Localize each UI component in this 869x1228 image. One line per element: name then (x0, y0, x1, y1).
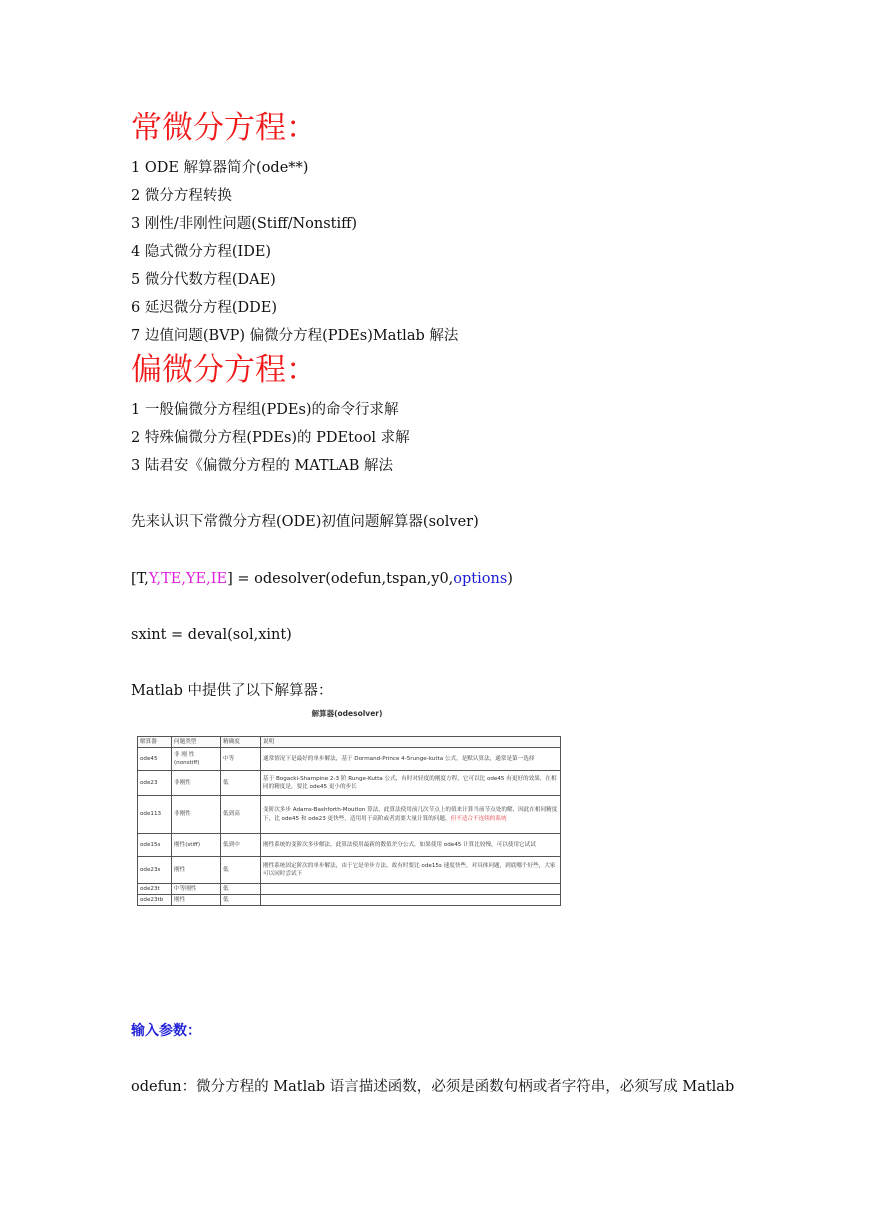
solver-table-image (133, 704, 561, 918)
cell-type: 刚性(stiff) (172, 834, 221, 857)
ode-item-5: 5 微分代数方程(DAE) (131, 272, 276, 288)
cell-desc: 通常情况下是最好的单步解法，基于 Dormand-Prince 4-5runge-kutta 公式，是默认算法，通常是第一选择 (261, 748, 561, 771)
header-desc: 说明 (261, 737, 561, 748)
ode-item-6: 6 延迟微分方程(DDE) (131, 300, 277, 316)
cell-desc: 刚性系统的变阶次多步解法，此算法使用最新的数值差分公式，如果使用 ode45 计算比较慢，可以使用它试试 (261, 834, 561, 857)
cell-solver: ode23s (138, 857, 172, 884)
cell-desc-warning: 但不适合不连续的系统 (450, 815, 507, 822)
cell-desc: 刚性系统固定阶次的单步解法，由于它是单步方法，故有时要比 ode15s 速度快些，对具体问题，到底哪个好些，大家可以同时尝试下 (261, 857, 561, 884)
table-row (138, 834, 561, 857)
cell-solver: ode113 (138, 796, 172, 834)
cell-accuracy: 低 (221, 771, 261, 796)
ode-heading: 常微分方程： (131, 110, 317, 146)
cell-type: 非 刚 性 (nonstiff) (172, 748, 221, 771)
ode-item-3: 3 刚性/非刚性问题(Stiff/Nonstiff) (131, 216, 358, 232)
pde-item-2: 2 特殊偏微分方程(PDEs)的 PDEtool 求解 (131, 430, 410, 446)
cell-accuracy: 低 (221, 884, 261, 895)
table-header-row (138, 737, 561, 748)
cell-accuracy: 中等 (221, 748, 261, 771)
intro-text: 先来认识下常微分方程(ODE)初值问题解算器(solver) (131, 514, 479, 530)
ode-item-1: 1 ODE 解算器简介(ode**) (131, 160, 309, 176)
header-type: 问题类型 (172, 737, 221, 748)
header-solver: 解算器 (138, 737, 172, 748)
cell-accuracy: 低 (221, 857, 261, 884)
table-caption: 解算器(odesolver) (311, 709, 383, 718)
solver-table (137, 736, 561, 906)
cell-solver: ode23 (138, 771, 172, 796)
cell-type: 刚性 (172, 857, 221, 884)
cell-solver: ode45 (138, 748, 172, 771)
table-row (138, 884, 561, 895)
syntax-suffix: ) (507, 571, 513, 587)
odefun-line: odefun：微分方程的 Matlab 语言描述函数，必须是函数句柄或者字符串，必须写成 Matlab (131, 1079, 735, 1095)
cell-desc: 基于 Bogacki-Shampine 2-3 阶 Runge-Kutta 公式，有时对轻度的刚度方程，它可以比 ode45 有更好的效果，在相同的精度是，要比 ode45 更小的步长 (261, 771, 561, 796)
table-row (138, 748, 561, 771)
pde-heading: 偏微分方程： (131, 352, 317, 388)
cell-accuracy: 低 (221, 895, 261, 906)
cell-type: 非刚性 (172, 771, 221, 796)
cell-desc-text: 变阶次多步 Adams-Bashforth-Moutlon 算法，此算法使用前几次节点上的值来计算当前节点处的解，因此在相同精度下，比 ode45 和 ode23 更快些，适用用于高阶或者需要大量计算的问题， (263, 807, 558, 822)
input-params-heading: 输入参数： (131, 1023, 201, 1039)
pde-item-3: 3 陆君安《偏微分方程的 MATLAB 解法 (131, 458, 394, 474)
cell-accuracy: 低到高 (221, 796, 261, 834)
solvers-intro: Matlab 中提供了以下解算器： (131, 683, 333, 699)
cell-type: 中等刚性 (172, 884, 221, 895)
deval-line: sxint = deval(sol,xint) (131, 627, 292, 643)
syntax-options: options (453, 571, 508, 587)
cell-accuracy: 低到中 (221, 834, 261, 857)
header-accuracy: 精确度 (221, 737, 261, 748)
syntax-middle: ] = odesolver(odefun,tspan,y0, (227, 571, 454, 587)
syntax-outputs: Y,TE,YE,IE (148, 571, 228, 587)
cell-desc (261, 884, 561, 895)
cell-type: 刚性 (172, 895, 221, 906)
syntax-prefix: [T, (131, 571, 149, 587)
cell-solver: ode23tb (138, 895, 172, 906)
syntax-line (131, 569, 513, 589)
table-row (138, 771, 561, 796)
ode-item-2: 2 微分方程转换 (131, 188, 232, 204)
table-row (138, 857, 561, 884)
table-row (138, 895, 561, 906)
cell-desc (261, 895, 561, 906)
cell-solver: ode15s (138, 834, 172, 857)
cell-desc (261, 796, 561, 834)
cell-solver: ode23t (138, 884, 172, 895)
ode-item-4: 4 隐式微分方程(IDE) (131, 244, 272, 260)
cell-type: 非刚性 (172, 796, 221, 834)
table-row (138, 796, 561, 834)
ode-item-7: 7 边值问题(BVP) 偏微分方程(PDEs)Matlab 解法 (131, 328, 459, 344)
pde-item-1: 1 一般偏微分方程组(PDEs)的命令行求解 (131, 402, 399, 418)
